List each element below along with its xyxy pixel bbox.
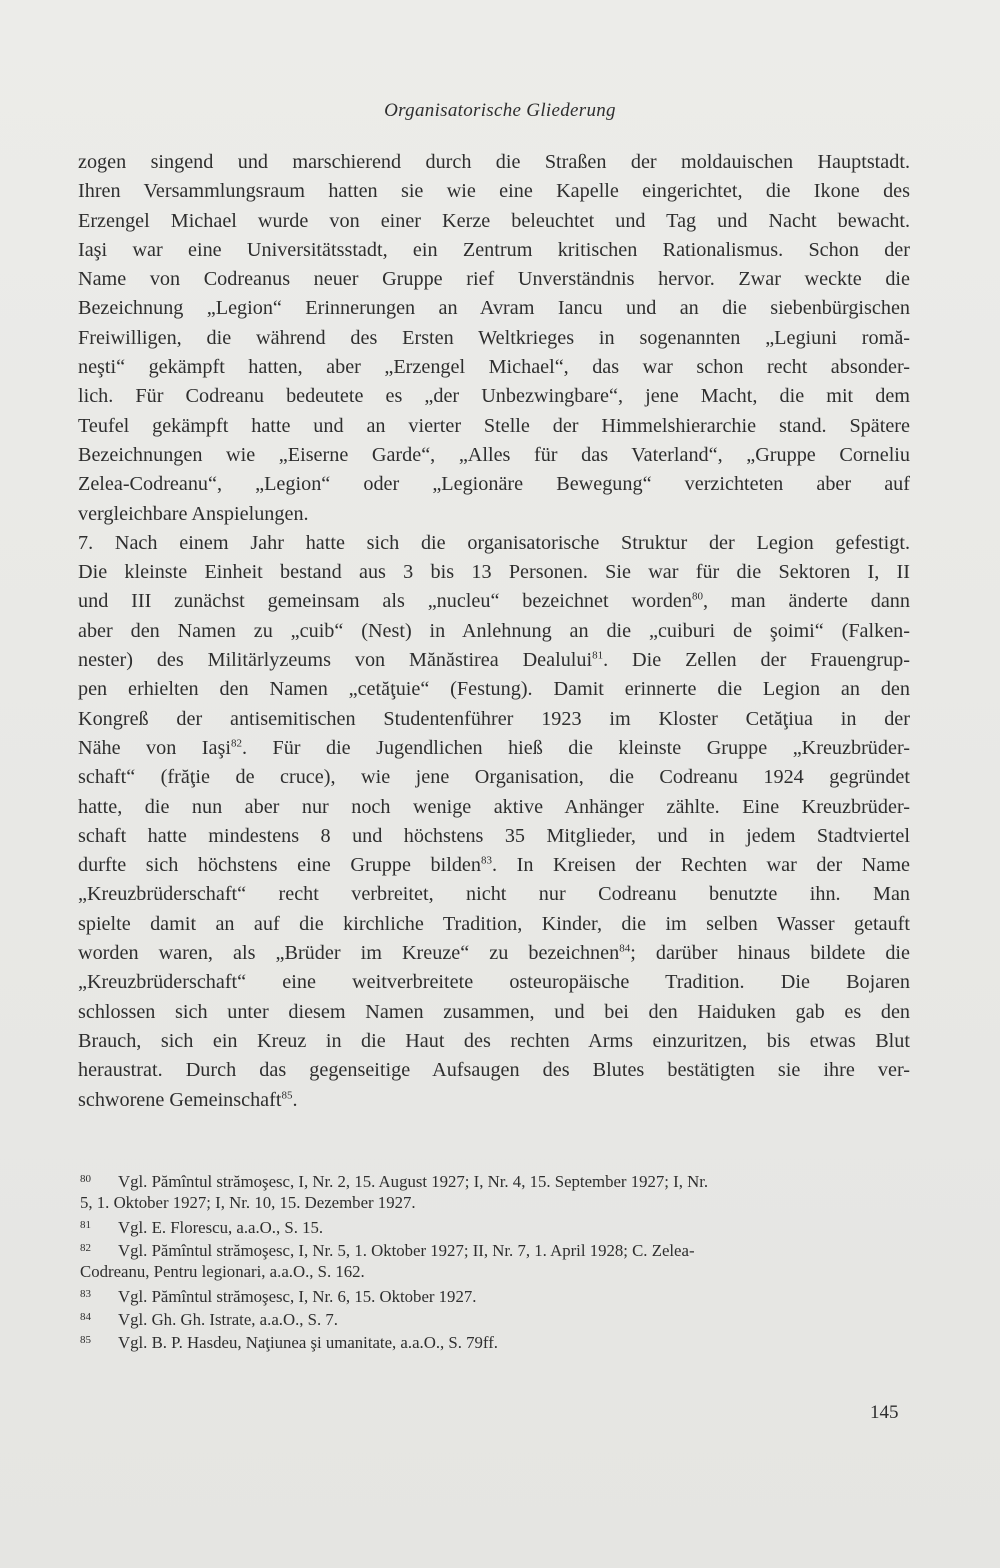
line-text: schaft“ (frăţie de cruce), wie jene Organisation, die Codreanu 1924 gegründet: [78, 766, 910, 789]
line-text: „Kreuzbrüderschaft“ eine weitverbreitete osteuropäische Tradition. Die Bojaren: [78, 971, 910, 994]
text-line: [78, 675, 910, 704]
running-head: Organisatorische Gliederung: [384, 100, 616, 121]
line-text: Zelea-Codreanu“, „Legion“ oder „Legionäre Bewegung“ verzichteten aber auf: [78, 473, 910, 496]
footnote-number: 85: [80, 1334, 91, 1346]
text-line: [78, 324, 910, 353]
text-line: [78, 1056, 910, 1085]
line-text: Brauch, sich ein Kreuz in die Haut des rechten Arms einzuritzen, bis etwas Blut: [78, 1029, 910, 1052]
footnote-text: Vgl. Pămîntul strămoşesc, I, Nr. 2, 15. August 1927; I, Nr. 4, 15. September 1927; I, Nr.: [118, 1172, 709, 1191]
footnote-reference: 85: [281, 1088, 293, 1101]
footnote-reference: 82: [230, 737, 242, 750]
line-text: Ihren Versammlungsraum hatten sie wie eine Kapelle eingerichtet, die Ikone des: [78, 180, 910, 203]
footnote-reference: 83: [480, 854, 492, 867]
line-text: schlossen sich unter diesem Namen zusammen, und bei den Haiduken gab es den: [78, 1000, 910, 1023]
footnote-line: [80, 1214, 908, 1237]
footnote-number: 83: [80, 1288, 91, 1300]
text-line: [78, 412, 910, 441]
line-text: neşti“ gekämpft hatten, aber „Erzengel Michael“, das war schon recht absonder-: [78, 356, 910, 379]
footnote-text: Vgl. B. P. Hasdeu, Naţiunea şi umanitate, a.a.O., S. 79ff.: [118, 1333, 499, 1352]
footnotes: [80, 1168, 908, 1352]
text-line: [78, 1086, 910, 1115]
text-line: [78, 470, 910, 499]
text-line: [78, 177, 910, 206]
line-text: und III zunächst gemeinsam als „nucleu“ bezeichnet worden: [78, 590, 692, 613]
text-line: [78, 822, 910, 851]
line-text-after-reference: . Die Zellen der Frauengrup-: [603, 649, 910, 672]
text-line: [78, 148, 910, 177]
line-text: Bezeichnung „Legion“ Erinnerungen an Avram Iancu und an die siebenbürgischen: [78, 297, 910, 320]
footnote-text: Vgl. E. Florescu, a.a.O., S. 15.: [118, 1218, 324, 1237]
text-line: [78, 880, 910, 909]
text-line: [78, 265, 910, 294]
line-text: spielte damit an auf die kirchliche Tradition, Kinder, die im selben Wasser getauft: [78, 912, 910, 935]
page-number: 145: [870, 1402, 899, 1423]
text-line: [78, 236, 910, 265]
line-text: Name von Codreanus neuer Gruppe rief Unverständnis hervor. Zwar weckte die: [78, 268, 910, 291]
footnote-number: 81: [80, 1219, 91, 1231]
text-line: [78, 939, 910, 968]
line-text: zogen singend und marschierend durch die Straßen der moldauischen Hauptstadt.: [78, 151, 910, 173]
footnote-number: 84: [80, 1311, 91, 1323]
line-text: Erzengel Michael wurde von einer Kerze beleuchtet und Tag und Nacht bewacht.: [78, 209, 910, 232]
text-line: [78, 558, 910, 587]
line-text-after-reference: ; darüber hinaus bildete die: [630, 942, 911, 965]
footnote-text: Vgl. Gh. Gh. Istrate, a.a.O., S. 7.: [118, 1310, 338, 1329]
footnote-line: [80, 1191, 908, 1214]
text-line: [78, 998, 910, 1027]
footnote-text: Codreanu, Pentru legionari, a.a.O., S. 162.: [80, 1262, 365, 1281]
line-text: 7. Nach einem Jahr hatte sich die organisatorische Struktur der Legion gefestigt.: [78, 531, 910, 554]
body-text: [78, 148, 910, 1115]
text-line: [78, 382, 910, 411]
footnote-line: [80, 1283, 908, 1306]
text-line: [78, 294, 910, 323]
line-text: Iaşi war eine Universitätsstadt, ein Zentrum kritischen Rationalismus. Schon der: [78, 238, 910, 261]
line-text: Kongreß der antisemitischen Studentenführer 1923 im Kloster Cetăţiua in der: [78, 707, 910, 730]
line-text: schaft hatte mindestens 8 und höchstens 35 Mitglieder, und in jedem Stadtviertel: [78, 824, 910, 847]
text-line: [78, 207, 910, 236]
text-line: [78, 793, 910, 822]
line-text: nester) des Militärlyzeums von Mănăstirea Dealului: [78, 649, 593, 672]
line-text: „Kreuzbrüderschaft“ recht verbreitet, nicht nur Codreanu benutzte ihn. Man: [78, 883, 910, 906]
line-text: pen erhielten den Namen „cetăţuie“ (Festung). Damit erinnerte die Legion an den: [78, 678, 910, 701]
footnote-line: [80, 1237, 908, 1260]
footnote-number: 82: [80, 1242, 91, 1254]
text-line: [78, 587, 910, 616]
text-line: [78, 441, 910, 470]
line-text: hatte, die nun aber nur noch wenige aktive Anhänger zählte. Eine Kreuzbrüder-: [78, 795, 910, 818]
footnote-line: [80, 1329, 908, 1352]
footnote-reference: 84: [619, 942, 631, 955]
text-line: [78, 1027, 910, 1056]
line-text: durfte sich höchstens eine Gruppe bilden: [78, 854, 481, 877]
line-text: Freiwilligen, die während des Ersten Weltkrieges in sogenannten „Legiuni romă-: [78, 326, 910, 349]
line-text: Nähe von Iaşi: [78, 736, 231, 759]
text-line: [78, 763, 910, 792]
footnote-text: 5, 1. Oktober 1927; I, Nr. 10, 15. Dezember 1927.: [80, 1193, 416, 1212]
line-text-after-reference: . Für die Jugendlichen hieß die kleinste Gruppe „Kreuzbrüder-: [241, 736, 910, 759]
text-line: [78, 617, 910, 646]
footnote-number: 80: [80, 1173, 91, 1185]
footnote-line: [80, 1306, 908, 1329]
text-line: [78, 529, 910, 558]
footnote-line: [80, 1260, 908, 1283]
line-text: Bezeichnungen wie „Eiserne Garde“, „Alles für das Vaterland“, „Gruppe Corneliu: [78, 443, 910, 466]
text-line: [78, 646, 910, 675]
line-text-after-reference: . In Kreisen der Rechten war der Name: [491, 854, 910, 877]
text-line: [78, 353, 910, 382]
line-text: vergleichbare Anspielungen.: [78, 502, 309, 525]
line-text: heraustrat. Durch das gegenseitige Aufsaugen des Blutes bestätigten sie ihre ver-: [78, 1059, 910, 1082]
line-text-after-reference: .: [292, 1088, 298, 1111]
line-text: schworene Gemeinschaft: [78, 1088, 282, 1111]
footnote-text: Vgl. Pămîntul strămoşesc, I, Nr. 6, 15. Oktober 1927.: [118, 1287, 477, 1306]
text-line: [78, 851, 910, 880]
footnote-reference: 80: [691, 590, 703, 603]
line-text: worden waren, als „Brüder im Kreuze“ zu bezeichnen: [78, 942, 620, 965]
text-line: [78, 968, 910, 997]
line-text: aber den Namen zu „cuib“ (Nest) in Anlehnung an die „cuiburi de şoimi“ (Falken-: [78, 619, 910, 642]
line-text-after-reference: , man änderte dann: [702, 590, 910, 613]
text-line: [78, 500, 910, 529]
text-line: [78, 910, 910, 939]
text-line: [78, 734, 910, 763]
line-text: lich. Für Codreanu bedeutete es „der Unbezwingbare“, jene Macht, die mit dem: [78, 385, 910, 408]
line-text: Die kleinste Einheit bestand aus 3 bis 13 Personen. Sie war für die Sektoren I, II: [78, 561, 910, 584]
footnote-line: [80, 1168, 908, 1191]
footnote-reference: 81: [592, 649, 604, 662]
line-text: Teufel gekämpft hatte und an vierter Stelle der Himmelshierarchie stand. Spätere: [78, 414, 910, 437]
text-line: [78, 705, 910, 734]
footnote-text: Vgl. Pămîntul strămoşesc, I, Nr. 5, 1. Oktober 1927; II, Nr. 7, 1. April 1928; C. Zelea-: [118, 1241, 695, 1260]
